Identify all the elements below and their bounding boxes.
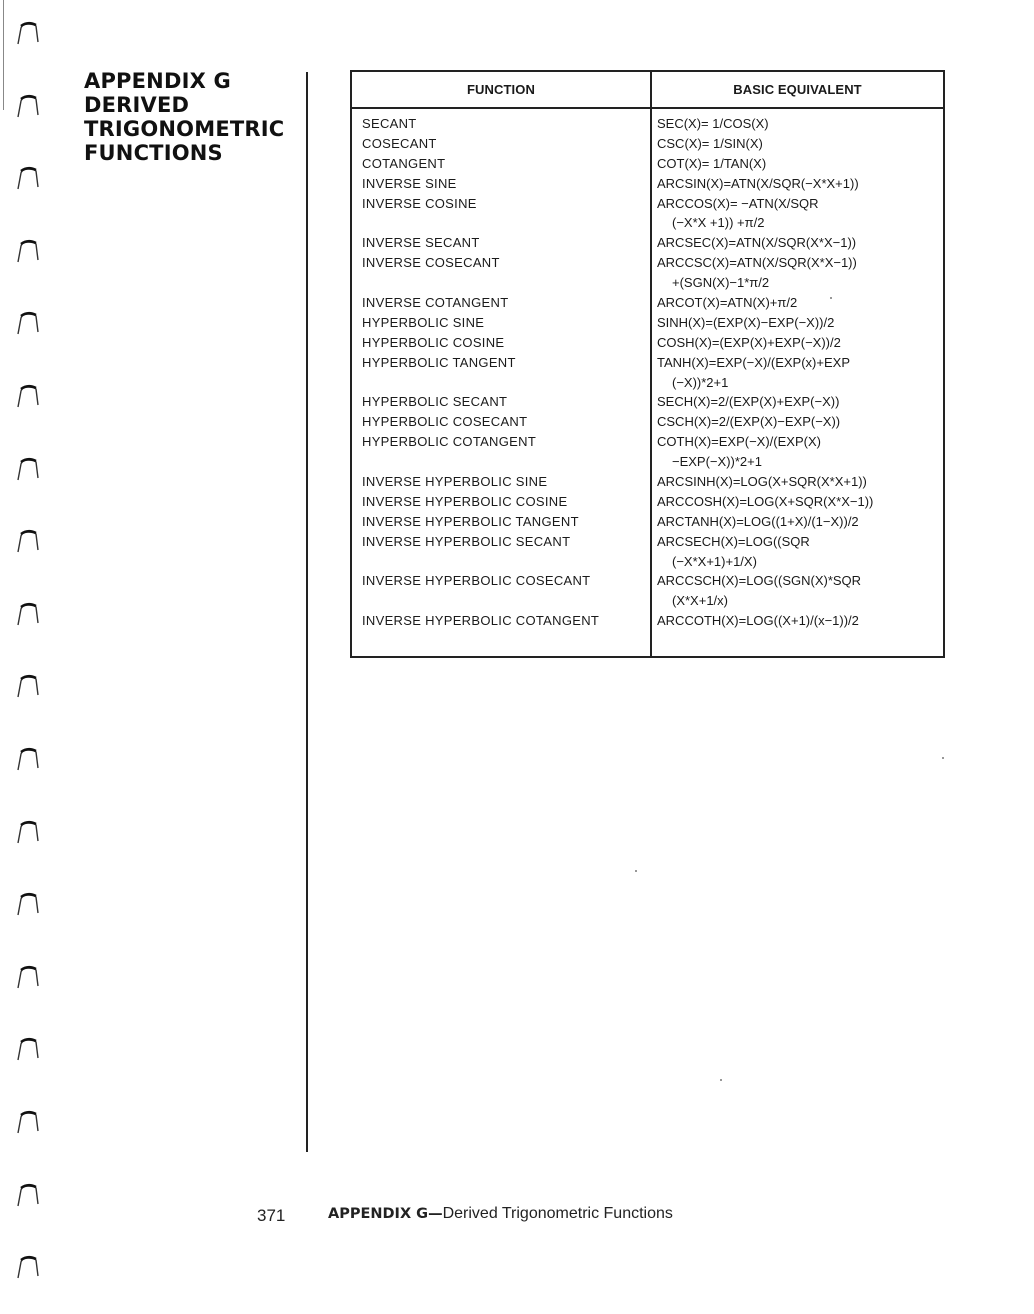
binder-punch-mark	[12, 1109, 42, 1135]
function-name-cell: INVERSE HYPERBOLIC COSECANT	[362, 573, 591, 589]
heading-line-4: FUNCTIONS	[84, 141, 223, 165]
footer-label-bold: APPENDIX G—	[328, 1206, 443, 1222]
table-row	[352, 571, 943, 591]
function-name-cell: INVERSE HYPERBOLIC TANGENT	[362, 513, 579, 529]
basic-equivalent-cell: COTH(X)=EXP(−X)/(EXP(X)	[657, 434, 821, 450]
table-row	[352, 452, 943, 472]
basic-equivalent-cell: (−X))*2+1	[672, 374, 729, 390]
appendix-heading	[84, 69, 294, 165]
basic-equivalent-cell: CSC(X)= 1/SIN(X)	[657, 135, 763, 151]
function-name-cell: INVERSE HYPERBOLIC COTANGENT	[362, 613, 600, 629]
margin-rule	[306, 72, 308, 1152]
table-row	[352, 591, 943, 611]
binder-punch-mark	[12, 456, 42, 482]
basic-equivalent-cell: ARCSINH(X)=LOG(X+SQR(X*X+1))	[657, 474, 867, 490]
table-row	[352, 552, 943, 572]
table-row	[352, 233, 943, 253]
function-name-cell: HYPERBOLIC COSECANT	[362, 414, 528, 430]
speck	[942, 757, 944, 759]
binder-punch-mark	[12, 964, 42, 990]
basic-equivalent-cell: ARCSEC(X)=ATN(X/SQR(X*X−1))	[657, 235, 857, 251]
basic-equivalent-cell: SEC(X)= 1/COS(X)	[657, 116, 769, 131]
table-row	[352, 412, 943, 432]
function-name-cell: HYPERBOLIC COSINE	[362, 334, 505, 350]
table-row	[352, 134, 943, 154]
table-row	[352, 492, 943, 512]
binder-punch-mark	[12, 528, 42, 554]
binder-punch-mark	[12, 383, 42, 409]
table-body	[352, 114, 943, 631]
basic-equivalent-cell: ARCCSC(X)=ATN(X/SQR(X*X−1))	[657, 255, 857, 271]
binder-punch-mark	[12, 819, 42, 845]
binder-punch-mark	[12, 93, 42, 119]
trig-functions-table	[350, 70, 945, 658]
binder-punch-mark	[12, 1182, 42, 1208]
basic-equivalent-cell: (X*X+1/x)	[672, 593, 728, 609]
function-name-cell: INVERSE SECANT	[362, 235, 480, 251]
basic-equivalent-cell: −EXP(−X))*2+1	[672, 454, 762, 470]
table-row	[352, 154, 943, 174]
binder-punch-mark	[12, 310, 42, 336]
basic-equivalent-cell: SINH(X)=(EXP(X)−EXP(−X))/2	[657, 314, 835, 330]
table-row	[352, 114, 943, 134]
function-name-cell: COTANGENT	[362, 155, 446, 171]
binder-punch-mark	[12, 1254, 42, 1280]
basic-equivalent-cell: ARCTANH(X)=LOG((1+X)/(1−X))/2	[657, 513, 859, 529]
function-name-cell: INVERSE HYPERBOLIC COSINE	[362, 493, 568, 509]
binder-punch-mark	[12, 673, 42, 699]
table-row	[352, 611, 943, 631]
function-name-cell: INVERSE HYPERBOLIC SINE	[362, 474, 548, 490]
table-row	[352, 253, 943, 273]
table-row	[352, 512, 943, 532]
binder-punch-mark	[12, 601, 42, 627]
table-row	[352, 532, 943, 552]
heading-line-1: APPENDIX G	[84, 69, 231, 93]
basic-equivalent-cell: +(SGN(X)−1*π/2	[672, 275, 770, 291]
function-name-cell: HYPERBOLIC COTANGENT	[362, 434, 537, 450]
basic-equivalent-cell: (−X*X +1)) +π/2	[672, 215, 765, 231]
table-row	[352, 313, 943, 333]
function-name-cell: INVERSE COTANGENT	[362, 295, 509, 311]
function-name-cell: HYPERBOLIC TANGENT	[362, 354, 516, 370]
binder-punch-mark	[12, 891, 42, 917]
table-row	[352, 293, 943, 313]
binder-punch-mark	[12, 746, 42, 772]
basic-equivalent-cell: COSH(X)=(EXP(X)+EXP(−X))/2	[657, 334, 841, 350]
function-name-cell: HYPERBOLIC SINE	[362, 314, 485, 330]
basic-equivalent-cell: ARCSIN(X)=ATN(X/SQR(−X*X+1))	[657, 175, 859, 191]
binder-punch-mark	[12, 238, 42, 264]
basic-equivalent-cell: SECH(X)=2/(EXP(X)+EXP(−X))	[657, 394, 840, 410]
function-name-cell: SECANT	[362, 116, 417, 131]
function-name-cell: INVERSE COSINE	[362, 195, 477, 211]
table-row	[352, 194, 943, 214]
basic-equivalent-cell: ARCCOS(X)= −ATN(X/SQR	[657, 195, 819, 211]
binder-punch-mark	[12, 20, 42, 46]
table-row	[352, 273, 943, 293]
basic-equivalent-cell: (−X*X+1)+1/X)	[672, 553, 757, 569]
basic-equivalent-cell: ARCCOTH(X)=LOG((X+1)/(x−1))/2	[657, 613, 859, 629]
column-header-function: FUNCTION	[467, 82, 535, 97]
footer-label-rest: Derived Trigonometric Functions	[442, 1205, 673, 1222]
basic-equivalent-cell: ARCCOSH(X)=LOG(X+SQR(X*X−1))	[657, 493, 874, 509]
table-row	[352, 392, 943, 412]
speck	[830, 297, 832, 299]
basic-equivalent-cell: ARCCSCH(X)=LOG((SGN(X)*SQR	[657, 573, 862, 589]
page-number: 371	[257, 1206, 286, 1225]
table-row	[352, 213, 943, 233]
heading-line-3: TRIGONOMETRIC	[84, 117, 285, 141]
running-footer	[328, 1205, 673, 1223]
binder-punch-mark	[12, 1036, 42, 1062]
basic-equivalent-cell: ARCOT(X)=ATN(X)+π/2	[657, 295, 798, 311]
binder-punch-mark	[12, 165, 42, 191]
basic-equivalent-cell: TANH(X)=EXP(−X)/(EXP(x)+EXP	[657, 354, 850, 370]
table-row	[352, 353, 943, 373]
table-row	[352, 432, 943, 452]
heading-line-2: DERIVED	[84, 93, 190, 117]
table-row	[352, 174, 943, 194]
basic-equivalent-cell: ARCSECH(X)=LOG((SQR	[657, 533, 810, 549]
page-edge-line	[3, 0, 4, 110]
header-rule	[352, 107, 943, 109]
function-name-cell: COSECANT	[362, 135, 437, 151]
function-name-cell: INVERSE SINE	[362, 175, 457, 191]
function-name-cell: HYPERBOLIC SECANT	[362, 394, 508, 410]
speck	[635, 870, 637, 872]
table-row	[352, 333, 943, 353]
speck	[720, 1079, 722, 1081]
function-name-cell: INVERSE COSECANT	[362, 255, 500, 271]
function-name-cell: INVERSE HYPERBOLIC SECANT	[362, 533, 571, 549]
column-header-equivalent: BASIC EQUIVALENT	[733, 82, 862, 97]
table-row	[352, 373, 943, 393]
basic-equivalent-cell: COT(X)= 1/TAN(X)	[657, 155, 767, 171]
basic-equivalent-cell: CSCH(X)=2/(EXP(X)−EXP(−X))	[657, 414, 841, 430]
table-row	[352, 472, 943, 492]
